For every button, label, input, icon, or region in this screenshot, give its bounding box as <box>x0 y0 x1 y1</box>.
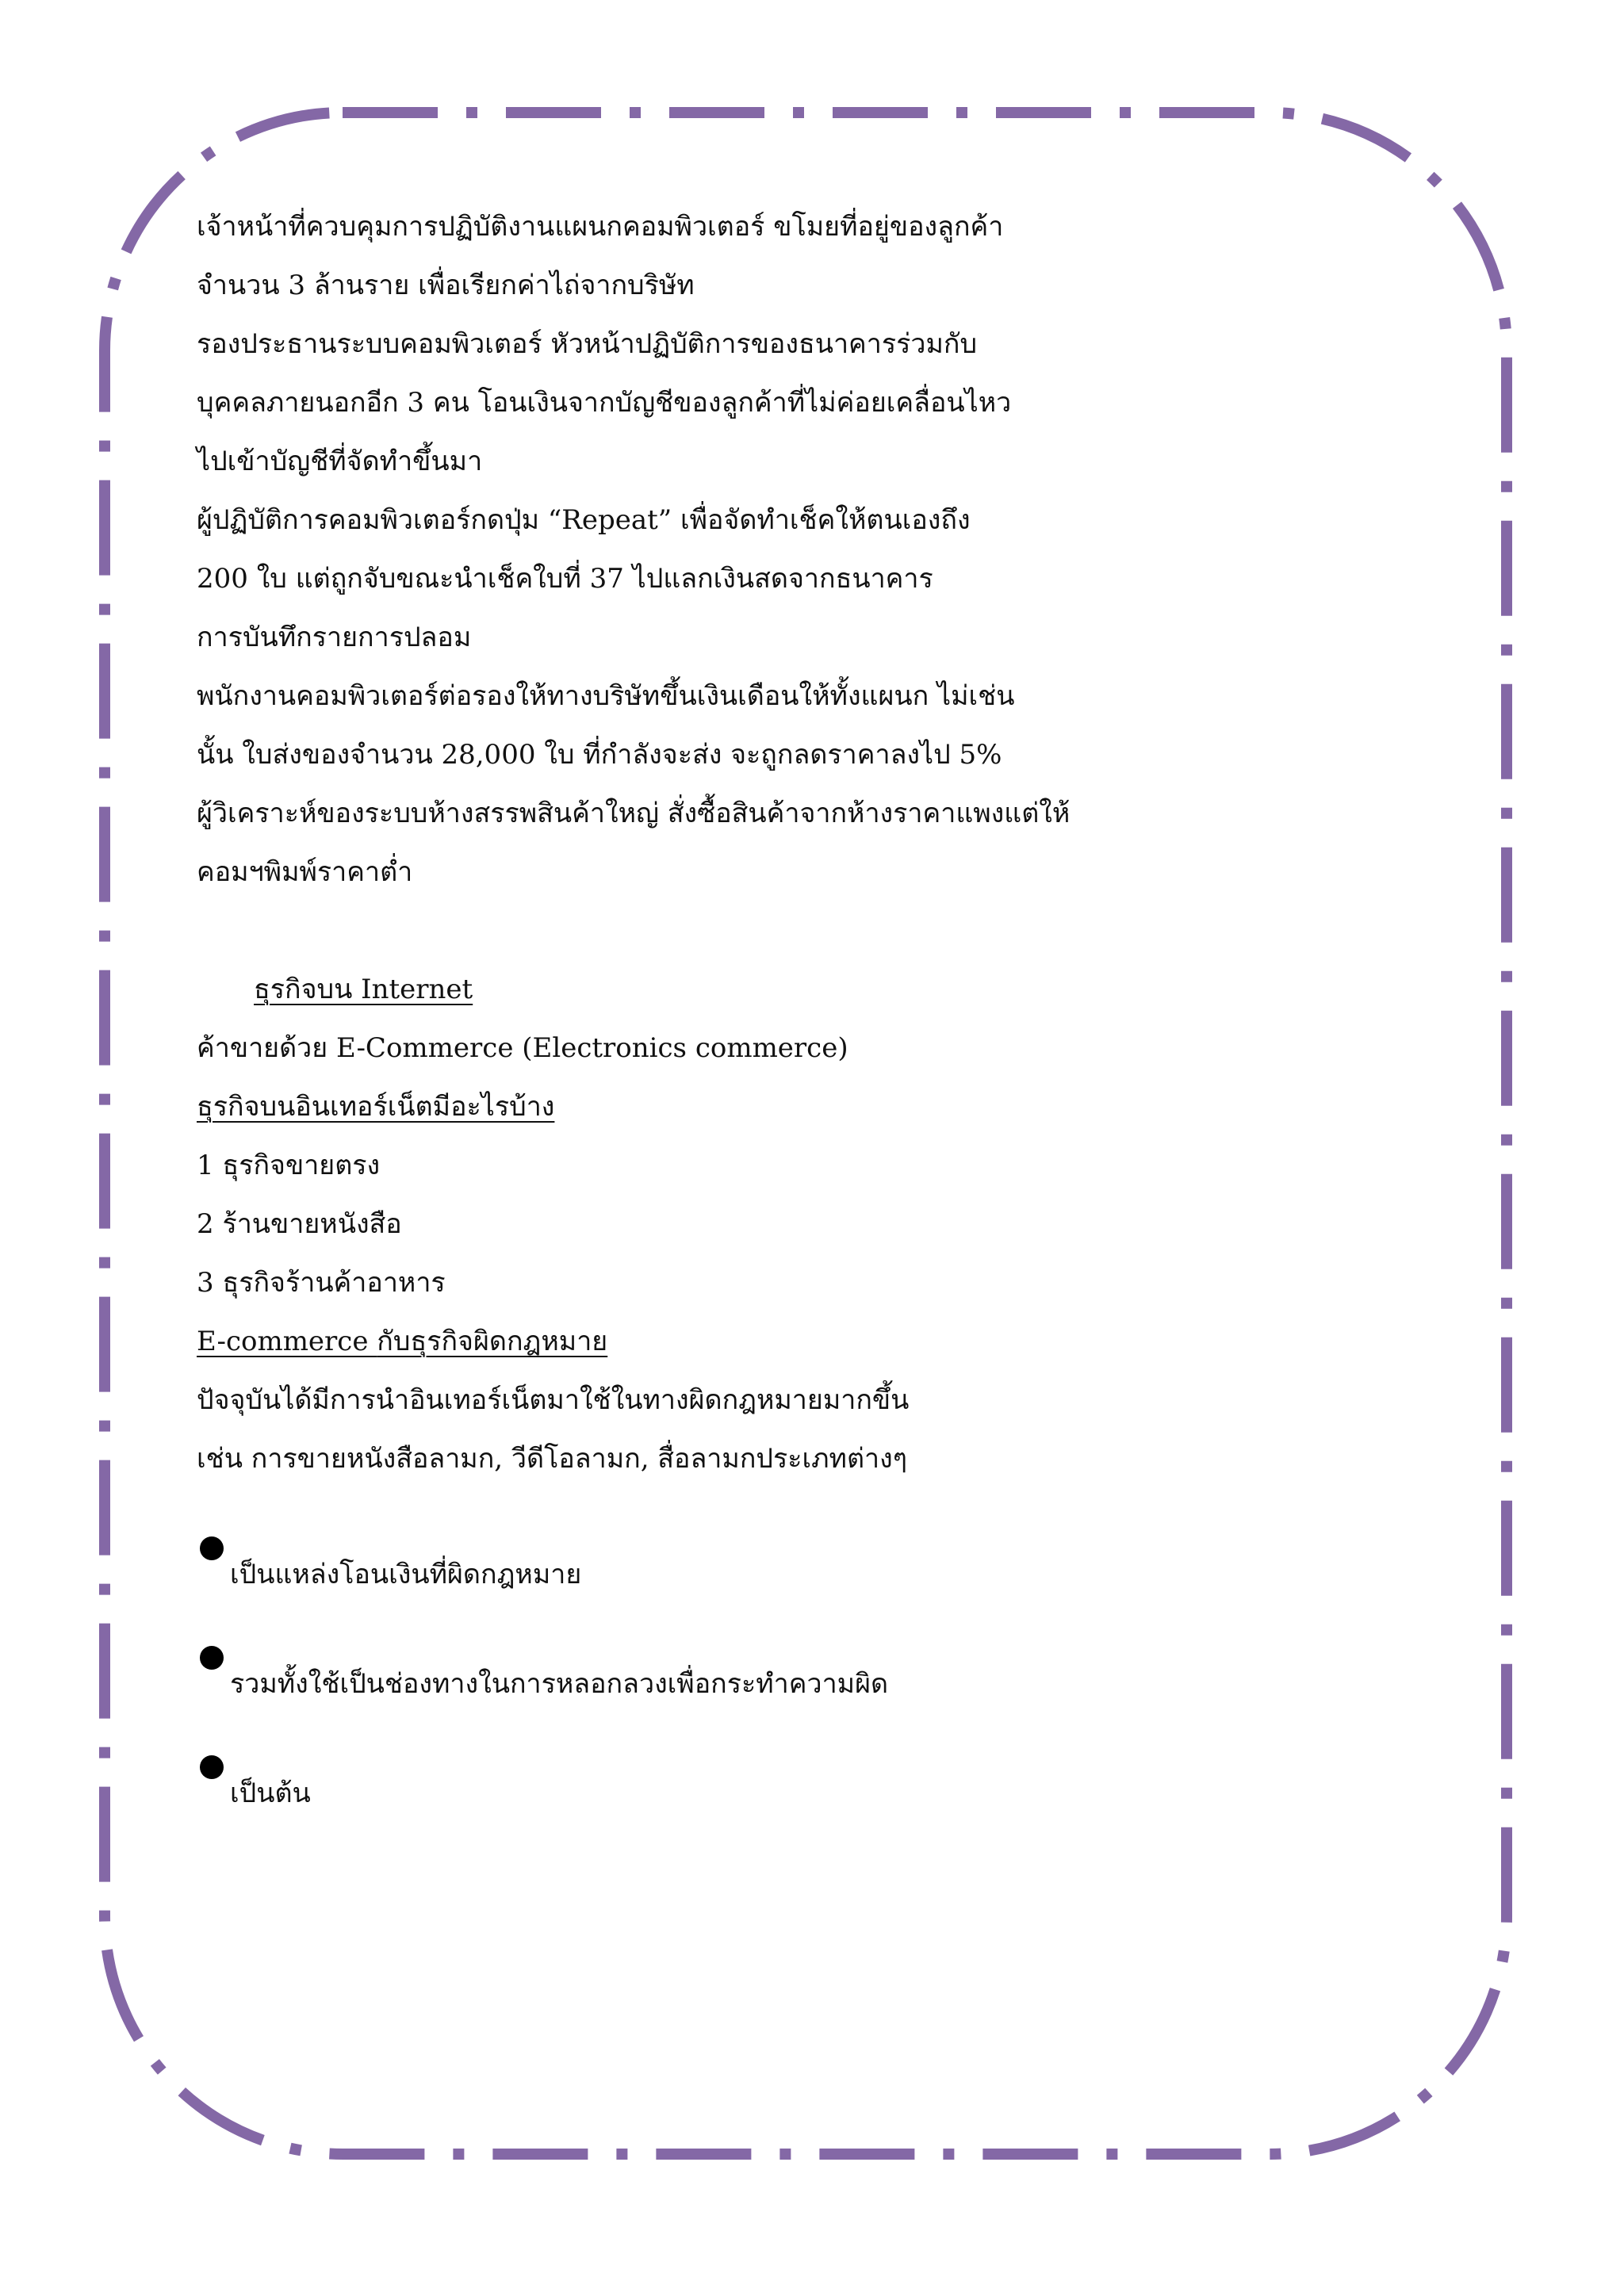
business-item-3: 3 ธุรกิจร้านค้าอาหาร <box>197 1267 446 1299</box>
illegal-line-2: เช่น การขายหนังสือลามก, วีดีโอลามก, สื่อลามกประเภทต่างๆ <box>197 1443 907 1475</box>
intro-line-9: พนักงานคอมพิวเตอร์ต่อรองให้ทางบริษัทขึ้นเงินเดือนให้ทั้งแผนก ไม่เช่น <box>197 680 1015 712</box>
business-item-1: 1 ธุรกิจขายตรง <box>197 1150 381 1181</box>
intro-line-10: นั้น ใบส่งของจำนวน 28,000 ใบ ที่กำลังจะส่ง จะถูกลดราคาลงไป 5% <box>197 739 1002 771</box>
intro-line-8: การบันทึกรายการปลอม <box>197 622 472 653</box>
heading-internet-business: ธุรกิจบน Internet <box>254 974 473 1005</box>
illegal-line-1: ปัจจุบันได้มีการนำอินเทอร์เน็ตมาใช้ในทางผิดกฎหมายมากขึ้น <box>197 1384 910 1416</box>
bullet-text-1: เป็นแหล่งโอนเงินที่ผิดกฎหมาย <box>230 1559 582 1590</box>
intro-line-2: จำนวน 3 ล้านราย เพื่อเรียกค่าไถ่จากบริษัท <box>197 270 695 301</box>
bullet-dot-icon <box>200 1755 224 1779</box>
ecommerce-line: ค้าขายด้วย E-Commerce (Electronics commerce) <box>197 1032 848 1064</box>
bullet-dot-icon <box>200 1536 224 1560</box>
intro-line-4: บุคคลภายนอกอีก 3 คน โอนเงินจากบัญชีของลูกค้าที่ไม่ค่อยเคลื่อนไหว <box>197 387 1012 419</box>
intro-line-1: เจ้าหน้าที่ควบคุมการปฏิบัติงานแผนกคอมพิวเตอร์ ขโมยที่อยู่ของลูกค้า <box>197 211 1004 243</box>
heading-illegal-rest: กับธุรกิจผิดกฎหมาย <box>377 1326 608 1357</box>
intro-line-12: คอมฯพิมพ์ราคาต่ำ <box>197 856 413 888</box>
heading-business-types: ธุรกิจบนอินเทอร์เน็ตมีอะไรบ้าง <box>197 1091 555 1123</box>
bullet-dot-icon <box>200 1646 224 1670</box>
heading-illegal-prefix: E-commerce <box>197 1326 377 1357</box>
heading-illegal-ecommerce <box>197 1324 607 1359</box>
intro-line-11: ผู้วิเคราะห์ของระบบห้างสรรพสินค้าใหญ่ สั่งซื้อสินค้าจากห้างราคาแพงแต่ให้ <box>197 798 1071 829</box>
intro-line-7: 200 ใบ แต่ถูกจับขณะนำเช็คใบที่ 37 ไปแลกเงินสดจากธนาคาร <box>197 563 933 595</box>
business-item-2: 2 ร้านขายหนังสือ <box>197 1208 402 1240</box>
bullet-text-2: รวมทั้งใช้เป็นช่องทางในการหลอกลวงเพื่อกระทำความผิด <box>230 1668 889 1700</box>
intro-line-3: รองประธานระบบคอมพิวเตอร์ หัวหน้าปฏิบัติการของธนาคารร่วมกับ <box>197 328 978 360</box>
intro-line-5: ไปเข้าบัญชีที่จัดทำขึ้นมา <box>197 446 483 477</box>
intro-line-6: ผู้ปฏิบัติการคอมพิวเตอร์กดปุ่ม “Repeat” เพื่อจัดทำเช็คให้ตนเองถึง <box>197 504 971 536</box>
bullet-text-3: เป็นต้น <box>230 1777 311 1809</box>
